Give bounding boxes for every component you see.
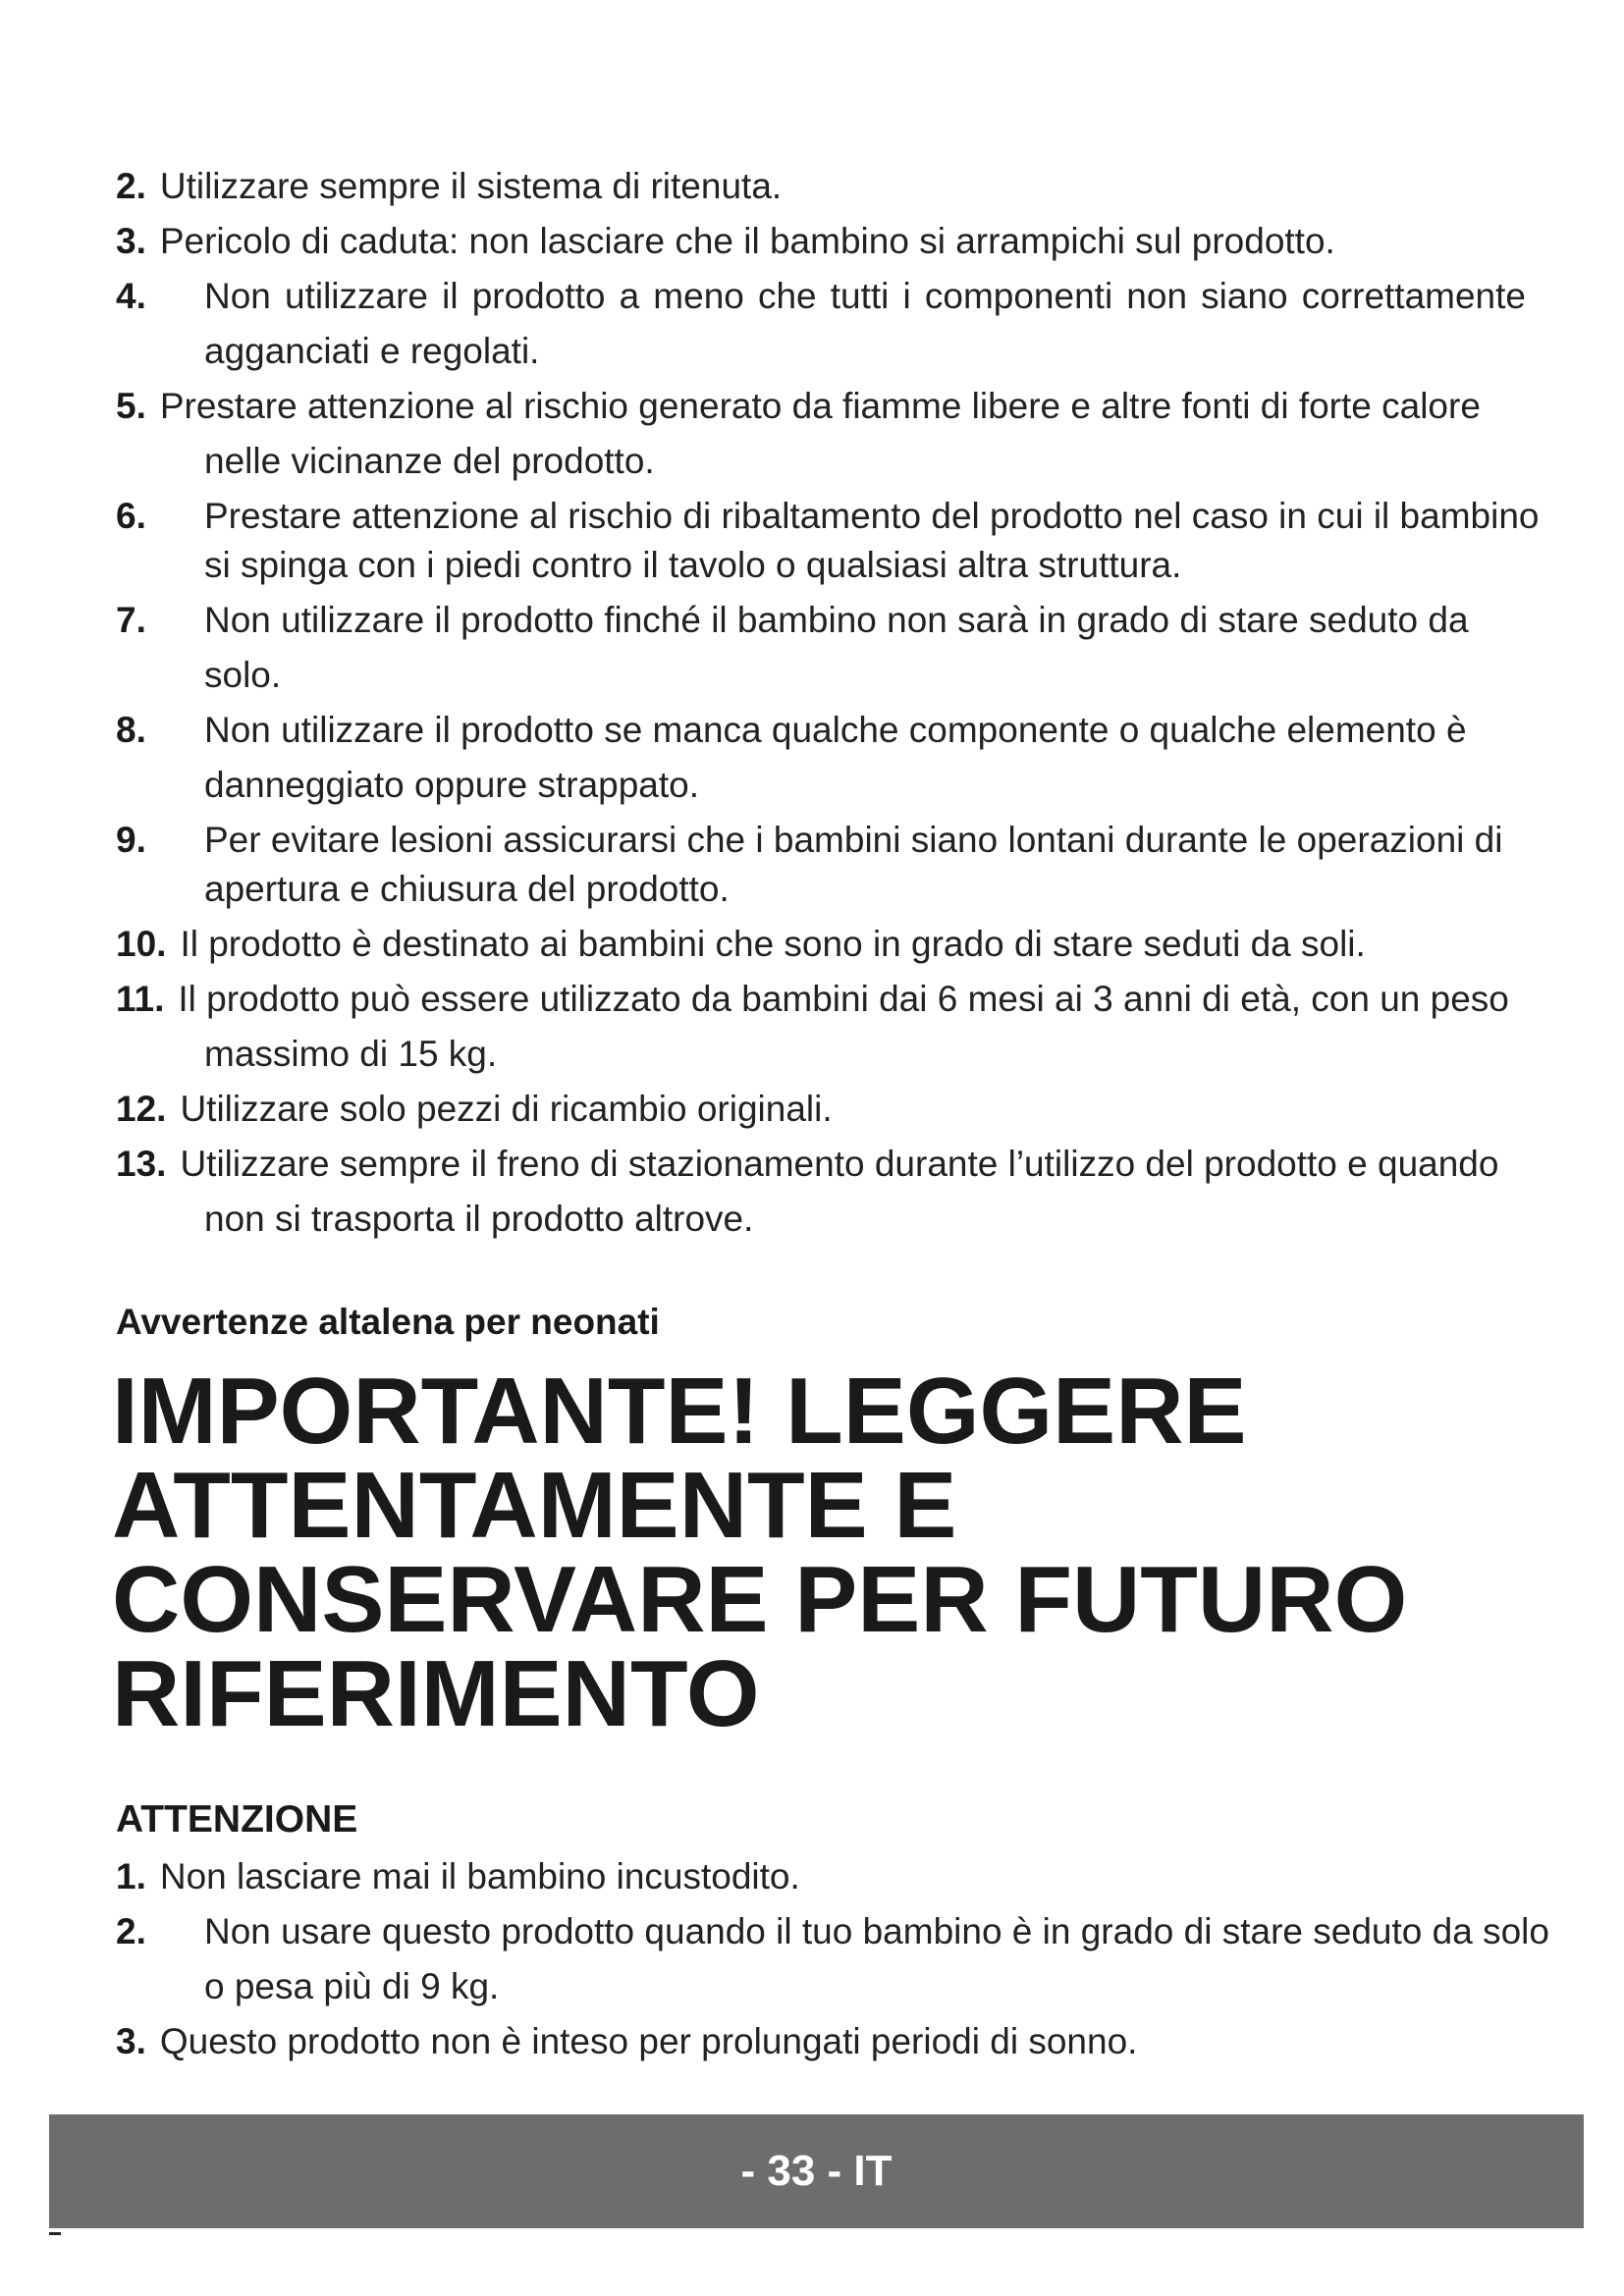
item-number: 6. [116,496,146,536]
item-number: 10. [116,924,167,964]
item-text: Per evitare lesioni assicurarsi che i bambini siano lontani durante le operazioni di apertura e chiusura del prodotto. [204,820,1503,909]
item-number: 5. [116,386,146,426]
item-number: 13. [116,1144,167,1184]
item-number: 3. [116,2021,146,2061]
item-text: Non lasciare mai il bambino incustodito. [159,1856,800,1896]
item-number: 2. [116,1911,146,1951]
item-text: Non utilizzare il prodotto se manca qualche componente o qualche elemento è danneggiato oppure strappato. [204,710,1467,805]
list-item [116,1849,1549,1904]
item-text: Pericolo di caduta: non lasciare che il bambino si arrampichi sul prodotto. [159,221,1335,261]
item-number: 3. [116,221,146,261]
list-item [116,492,1549,590]
item-text: Non utilizzare il prodotto a meno che tutti i componenti non siano correttamente agganciati e regolati. [204,276,1526,371]
item-text: Utilizzare sempre il freno di stazionamento durante l’utilizzo del prodotto e quando non si trasporta il prodotto altrove. [180,1144,1499,1239]
list-item [116,917,1549,972]
list-item [116,1137,1549,1247]
item-text: Questo prodotto non è inteso per prolungati periodi di sonno. [159,2021,1138,2061]
list-item [116,269,1549,379]
list-item [116,1082,1549,1137]
item-number: 2. [116,166,146,206]
attention-label: ATTENZIONE [116,1798,358,1841]
item-text: Non usare questo prodotto quando il tuo bambino è in grado di stare seduto da solo o pesa più di 9 kg. [204,1911,1549,2006]
list-item [116,159,1549,214]
list-item [116,214,1549,269]
item-number: 12. [116,1089,167,1129]
page-number: - 33 - IT [740,2147,893,2195]
page-headline: IMPORTANTE! LEGGERE ATTENTAMENTE E CONSERVARE PER FUTURO RIFERIMENTO [112,1359,1408,1746]
safety-list-bottom [116,1849,1549,2069]
item-text: Prestare attenzione al rischio di ribaltamento del prodotto nel caso in cui il bambino si spinga con i piedi contro il tavolo o qualsiasi altra struttura. [204,496,1540,585]
item-text: Il prodotto può essere utilizzato da bambini dai 6 mesi ai 3 anni di età, con un peso massimo di 15 kg. [178,979,1509,1074]
item-number: 1. [116,1856,146,1896]
list-item [116,816,1549,914]
item-text: Non utilizzare il prodotto finché il bambino non sarà in grado di stare seduto da solo. [204,600,1469,695]
item-text: Utilizzare sempre il sistema di ritenuta. [159,166,783,206]
item-number: 8. [116,710,146,750]
list-item [116,972,1549,1082]
crop-mark [49,2232,61,2235]
list-item [116,379,1549,489]
item-number: 4. [116,276,146,316]
item-text: Utilizzare solo pezzi di ricambio originali. [180,1089,833,1129]
item-number: 7. [116,600,146,640]
list-item [116,703,1549,813]
item-number: 11. [116,979,165,1019]
item-text: Il prodotto è destinato ai bambini che sono in grado di stare seduti da soli. [180,924,1366,964]
section-title: Avvertenze altalena per neonati [116,1302,660,1342]
list-item [116,593,1549,703]
item-number: 9. [116,820,146,860]
list-item [116,1904,1549,2014]
safety-list-top [116,159,1549,1247]
item-text: Prestare attenzione al rischio generato da fiamme libere e altre fonti di forte calore nelle vicinanze del prodotto. [159,386,1481,481]
footer-bar [49,2114,1584,2228]
list-item [116,2014,1549,2069]
